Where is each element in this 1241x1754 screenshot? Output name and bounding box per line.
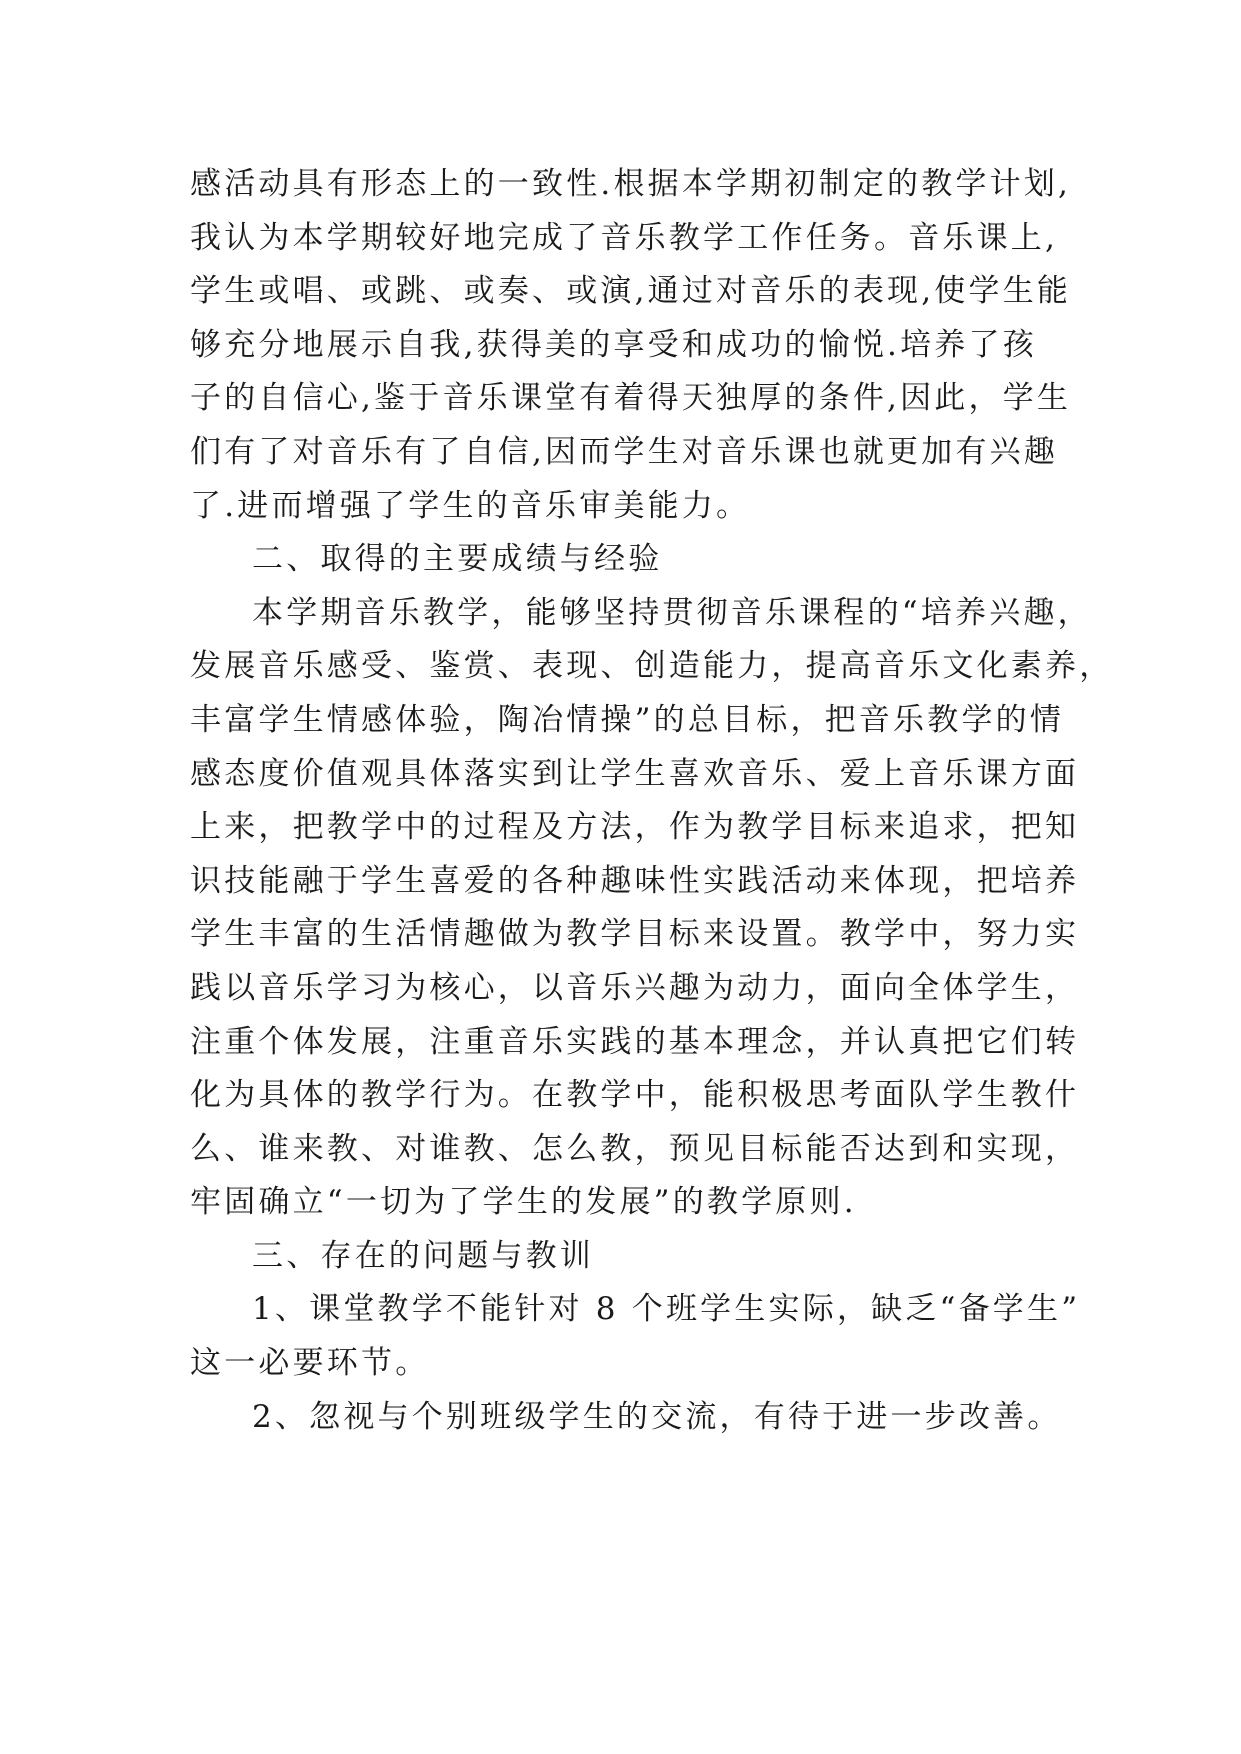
body-line: 牢固确立“一切为了学生的发展”的教学原则.	[190, 1184, 857, 1221]
body-line: 发展音乐感受、鉴赏、表现、创造能力，提高音乐文化素养，	[190, 648, 1114, 685]
body-line: 么、谁来教、对谁教、怎么教，预见目标能否达到和实现，	[190, 1130, 1080, 1167]
body-line: 够充分地展示自我,获得美的享受和成功的愉悦.培养了孩	[190, 326, 1037, 363]
body-line: 本学期音乐教学，能够坚持贯彻音乐课程的“培养兴趣，	[252, 594, 1092, 631]
body-line: 了.进而增强了学生的音乐审美能力。	[190, 487, 751, 524]
body-line: 子的自信心,鉴于音乐课堂有着得天独厚的条件,因此，学生	[190, 380, 1072, 417]
body-line: 学生或唱、或跳、或奏、或演,通过对音乐的表现,使学生能	[190, 273, 1072, 310]
body-line: 识技能融于学生喜爱的各种趣味性实践活动来体现，把培养	[190, 862, 1080, 899]
document-body	[190, 158, 1114, 1444]
body-line: 们有了对音乐有了自信,因而学生对音乐课也就更加有兴趣	[190, 433, 1059, 470]
list-item-continuation: 这一必要环节。	[190, 1345, 430, 1382]
body-line: 上来，把教学中的过程及方法，作为教学目标来追求，把知	[190, 809, 1080, 846]
body-line: 化为具体的教学行为。在教学中，能积极思考面队学生教什	[190, 1077, 1080, 1114]
list-item: 1、课堂教学不能针对 8 个班学生实际，缺乏“备学生”	[252, 1291, 1081, 1328]
body-line: 丰富学生情感体验，陶冶情操”的总目标，把音乐教学的情	[190, 701, 1065, 738]
section-heading: 二、取得的主要成绩与经验	[252, 541, 663, 578]
body-line: 学生丰富的生活情趣做为教学目标来设置。教学中，努力实	[190, 916, 1080, 953]
body-line: 注重个体发展，注重音乐实践的基本理念，并认真把它们转	[190, 1023, 1080, 1060]
body-line: 我认为本学期较好地完成了音乐教学工作任务。音乐课上,	[190, 219, 1059, 256]
body-line: 感活动具有形态上的一致性.根据本学期初制定的教学计划,	[190, 166, 1072, 202]
list-item: 2、忽视与个别班级学生的交流，有待于进一步改善。	[252, 1398, 1062, 1435]
body-line: 感态度价值观具体落实到让学生喜欢音乐、爱上音乐课方面	[190, 755, 1080, 792]
body-line: 践以音乐学习为核心，以音乐兴趣为动力，面向全体学生，	[190, 969, 1080, 1006]
section-heading: 三、存在的问题与教训	[252, 1237, 594, 1274]
